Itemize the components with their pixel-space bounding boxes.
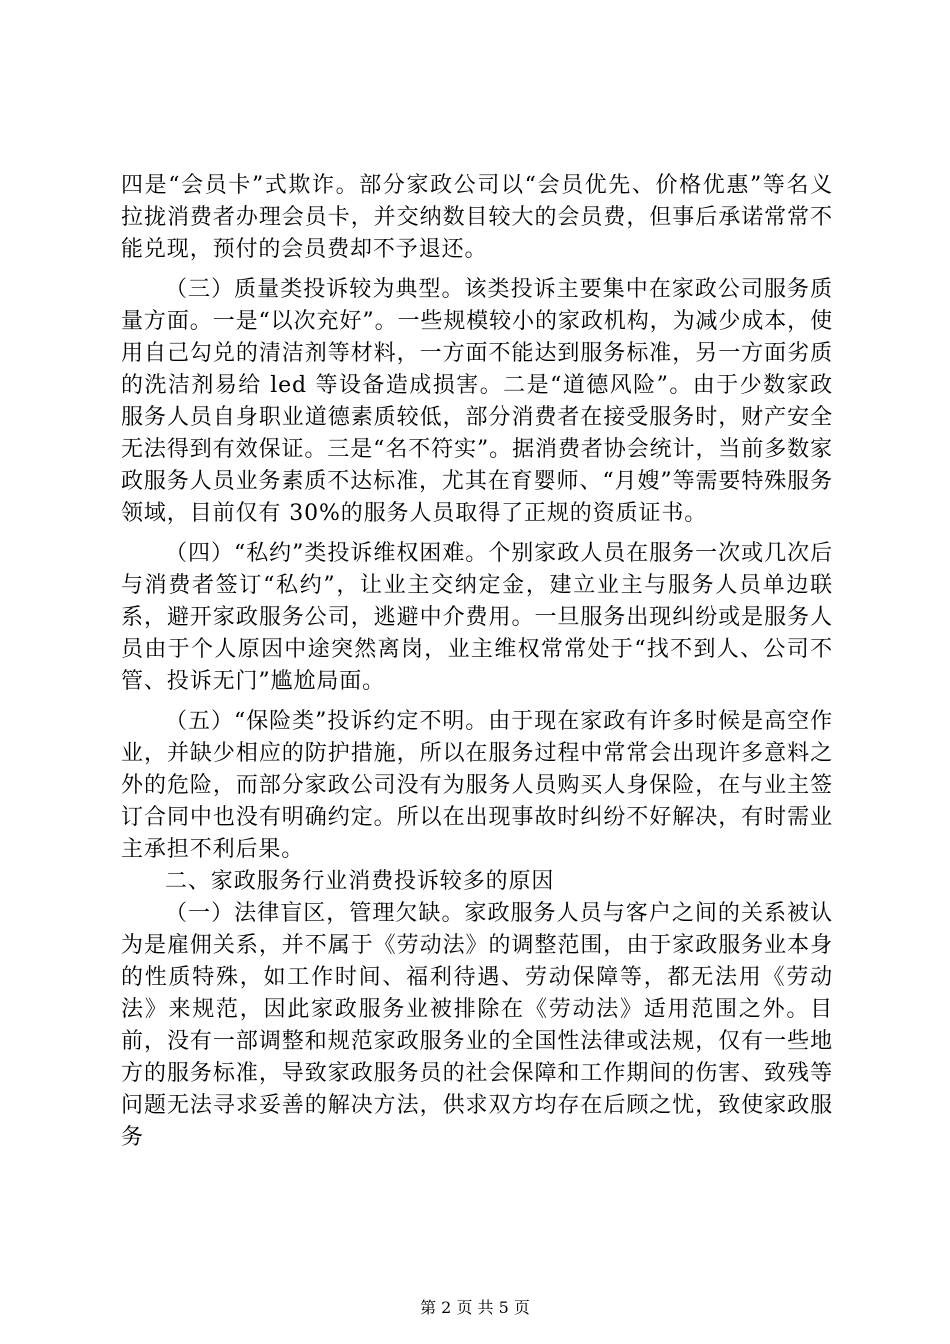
paragraph-legal-blind-spot: （一）法律盲区，管理欠缺。家政服务人员与客户之间的关系被认为是雇佣关系，并不属于《劳动法》的调整范围，由于家政服务业本身的性质特殊，如工作时间、福利待遇、劳动保障等，都无法用《劳动法》来规范，因此家政服务业被排除在《劳动法》适用范围之外。目前，没有一部调整和规范家政服务业的全国性法律或法规，仅有一些地方的服务标准，导致家政服务员的社会保障和工作期间的伤害、致残等问题无法寻求妥善的解决方法，供求双方均存在后顾之忧，致使家政服务 [121,901,833,1150]
paragraph-private-agreement-complaints: （四）“私约”类投诉维权困难。个别家政人员在服务一次或几次后与消费者签订“私约”，让业主交纳定金，建立业主与服务人员单边联系，避开家政服务公司，逃避中介费用。一旦服务出现纠纷或是服务人员由于个人原因中途突然离岗，业主维权常常处于“找不到人、公司不管、投诉无门”尴尬局面。 [121,541,833,694]
section-heading-complaint-causes: 二、家政服务行业消费投诉较多的原因 [165,869,555,894]
paragraph-quality-complaints: （三）质量类投诉较为典型。该类投诉主要集中在家政公司服务质量方面。一是“以次充好”。一些规模较小的家政机构，为减少成本，使用自己勾兑的清洁剂等材料，一方面不能达到服务标准，另一方面劣质的洗洁剂易给 led 等设备造成损害。二是“道德风险”。由于少数家政服务人员自身职业道德素质较低，部分消费者在接受服务时，财产安全无法得到有效保证。三是“名不符实”。据消费者协会统计，当前多数家政服务人员业务素质不达标准，尤其在育婴师、“月嫂”等需要特殊服务领域，目前仅有 30%的服务人员取得了正规的资质证书。 [121,277,833,526]
document-body [121,170,833,1154]
page-number-footer: 第 2 页 共 5 页 [420,1298,530,1317]
paragraph-insurance-complaints: （五）“保险类”投诉约定不明。由于现在家政有许多时候是高空作业，并缺少相应的防护措施，所以在服务过程中常常会出现许多意料之外的危险，而部分家政公司没有为服务人员购买人身保险，在与业主签订合同中也没有明确约定。所以在出现事故时纠纷不好解决，有时需业主承担不利后果。 [121,709,833,862]
paragraph-membership-card-fraud: 四是“会员卡”式欺诈。部分家政公司以“会员优先、价格优惠”等名义拉拢消费者办理会员卡，并交纳数目较大的会员费，但事后承诺常常不能兑现，预付的会员费却不予退还。 [121,173,833,262]
